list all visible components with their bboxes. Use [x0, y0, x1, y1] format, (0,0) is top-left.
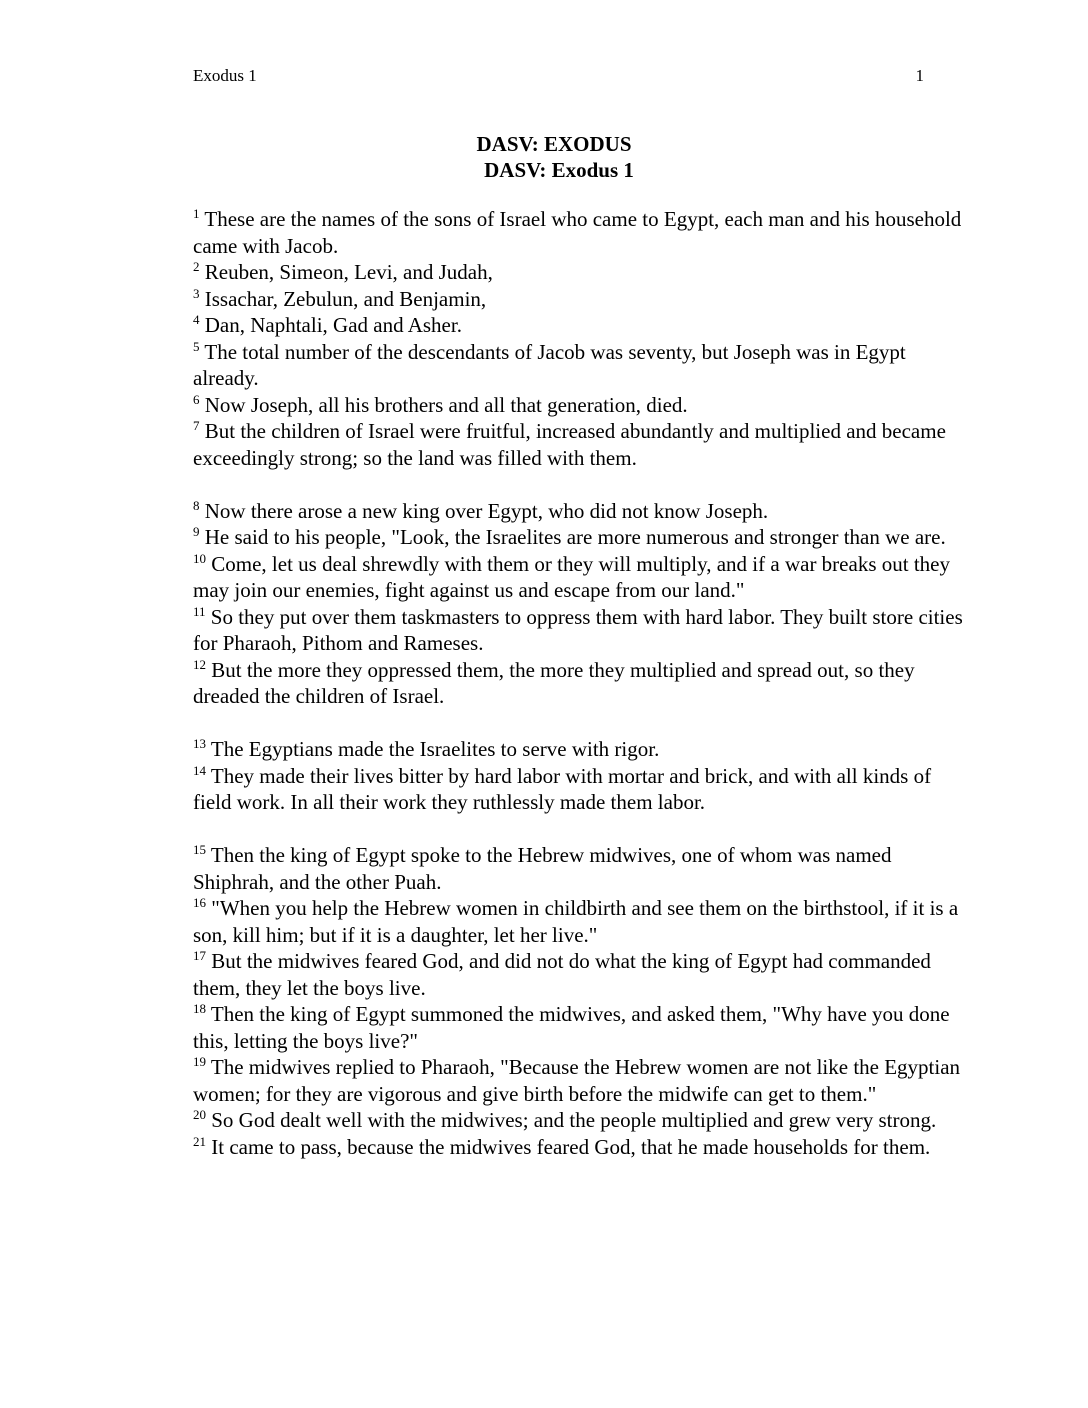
- paragraph-break: [193, 471, 963, 498]
- verse: [193, 392, 963, 419]
- verse-number: 12: [193, 656, 206, 672]
- verse-text: Now there arose a new king over Egypt, who did not know Joseph.: [199, 498, 769, 523]
- verse: [193, 551, 963, 604]
- verse-text: They made their lives bitter by hard labor with mortar and brick, and with all kinds of field work. In all their work they ruthlessly made them labor.: [193, 763, 932, 814]
- chapter-title: DASV: Exodus 1: [484, 158, 634, 182]
- verse: [193, 842, 963, 895]
- verse-text: Issachar, Zebulun, and Benjamin,: [199, 286, 487, 311]
- verse-number: 14: [193, 762, 206, 778]
- document-title: [0, 131, 1088, 183]
- verse-text: Now Joseph, all his brothers and all that generation, died.: [199, 392, 688, 417]
- verse-text: But the midwives feared God, and did not do what the king of Egypt had commanded them, they let the boys live.: [193, 949, 931, 1000]
- verse: [193, 763, 963, 816]
- verse: [193, 1001, 963, 1054]
- verse-number: 17: [193, 948, 206, 963]
- verse-text: The total number of the descendants of Jacob was seventy, but Joseph was in Egypt already.: [193, 339, 906, 390]
- verse-text: So God dealt well with the midwives; and the people multiplied and grew very strong.: [206, 1108, 937, 1132]
- verse: [193, 312, 963, 339]
- verse-number: 4: [193, 312, 200, 327]
- verse-text: Reuben, Simeon, Levi, and Judah,: [199, 260, 493, 284]
- paragraph: [193, 206, 963, 471]
- verse-number: 21: [193, 1133, 206, 1149]
- verse: [193, 418, 963, 471]
- verse-text: It came to pass, because the midwives feared God, that he made households for them.: [206, 1134, 931, 1159]
- paragraph: [193, 498, 963, 710]
- verse-number: 2: [193, 259, 200, 274]
- verse: [193, 1134, 963, 1161]
- verse-number: 8: [193, 497, 200, 513]
- verse: [193, 206, 963, 259]
- verse-text: These are the names of the sons of Israel who came to Egypt, each man and his household came with Jacob.: [193, 207, 962, 258]
- verse-number: 1: [193, 206, 200, 221]
- verse-number: 19: [193, 1054, 206, 1069]
- page-header: [193, 66, 930, 90]
- verse-number: 3: [193, 285, 200, 301]
- paragraph: [193, 842, 963, 1160]
- verse-text: He said to his people, "Look, the Israelites are more numerous and stronger than we are.: [199, 525, 946, 549]
- verse-number: 18: [193, 1001, 206, 1016]
- verse-number: 20: [193, 1107, 206, 1122]
- paragraph: [193, 736, 963, 816]
- verse: [193, 286, 963, 313]
- verse: [193, 1107, 963, 1134]
- verse: [193, 259, 963, 286]
- verse: [193, 498, 963, 525]
- verse: [193, 736, 963, 763]
- page-number: 1: [915, 66, 924, 85]
- verse-number: 6: [193, 391, 200, 407]
- verse-number: 11: [193, 603, 206, 619]
- running-header-title: Exodus 1: [193, 66, 257, 85]
- verse-number: 5: [193, 338, 200, 354]
- verse-number: 10: [193, 550, 206, 566]
- verse: [193, 1054, 963, 1107]
- verse-text: Then the king of Egypt spoke to the Hebrew midwives, one of whom was named Shiphrah, and the other Puah.: [193, 843, 892, 894]
- verse-number: 16: [193, 895, 206, 910]
- verse-text: Dan, Naphtali, Gad and Asher.: [199, 313, 462, 337]
- paragraph-break: [193, 710, 963, 737]
- verse-text: "When you help the Hebrew women in childbirth and see them on the birthstool, if it is a son, kill him; but if it is a daughter, let her live.": [193, 896, 959, 947]
- verse-text: Come, let us deal shrewdly with them or they will multiply, and if a war breaks out they may join our enemies, fight against us and escape from our land.": [193, 551, 950, 602]
- verse: [193, 657, 963, 710]
- verse-text: The midwives replied to Pharaoh, "Because the Hebrew women are not like the Egyptian women; for they are vigorous and give birth before the midwife can get to them.": [193, 1055, 961, 1106]
- verse-text: But the children of Israel were fruitful, increased abundantly and multiplied and became exceedingly strong; so the land was filled with them.: [193, 419, 946, 470]
- verse-text: But the more they oppressed them, the more they multiplied and spread out, so they dreaded the children of Israel.: [193, 657, 915, 708]
- verse-text: So they put over them taskmasters to oppress them with hard labor. They built store cities for Pharaoh, Pithom and Rameses.: [193, 604, 963, 655]
- verse-number: 13: [193, 736, 206, 751]
- chapter-body: [193, 206, 963, 1160]
- book-title: DASV: EXODUS: [476, 132, 632, 156]
- verse-number: 15: [193, 842, 206, 857]
- verse: [193, 948, 963, 1001]
- paragraph-break: [193, 816, 963, 843]
- verse-number: 9: [193, 524, 200, 539]
- verse: [193, 604, 963, 657]
- verse-text: Then the king of Egypt summoned the midwives, and asked them, "Why have you done this, letting the boys live?": [193, 1002, 950, 1053]
- verse-number: 7: [193, 418, 200, 433]
- verse: [193, 339, 963, 392]
- verse: [193, 895, 963, 948]
- verse-text: The Egyptians made the Israelites to serve with rigor.: [206, 737, 660, 761]
- verse: [193, 524, 963, 551]
